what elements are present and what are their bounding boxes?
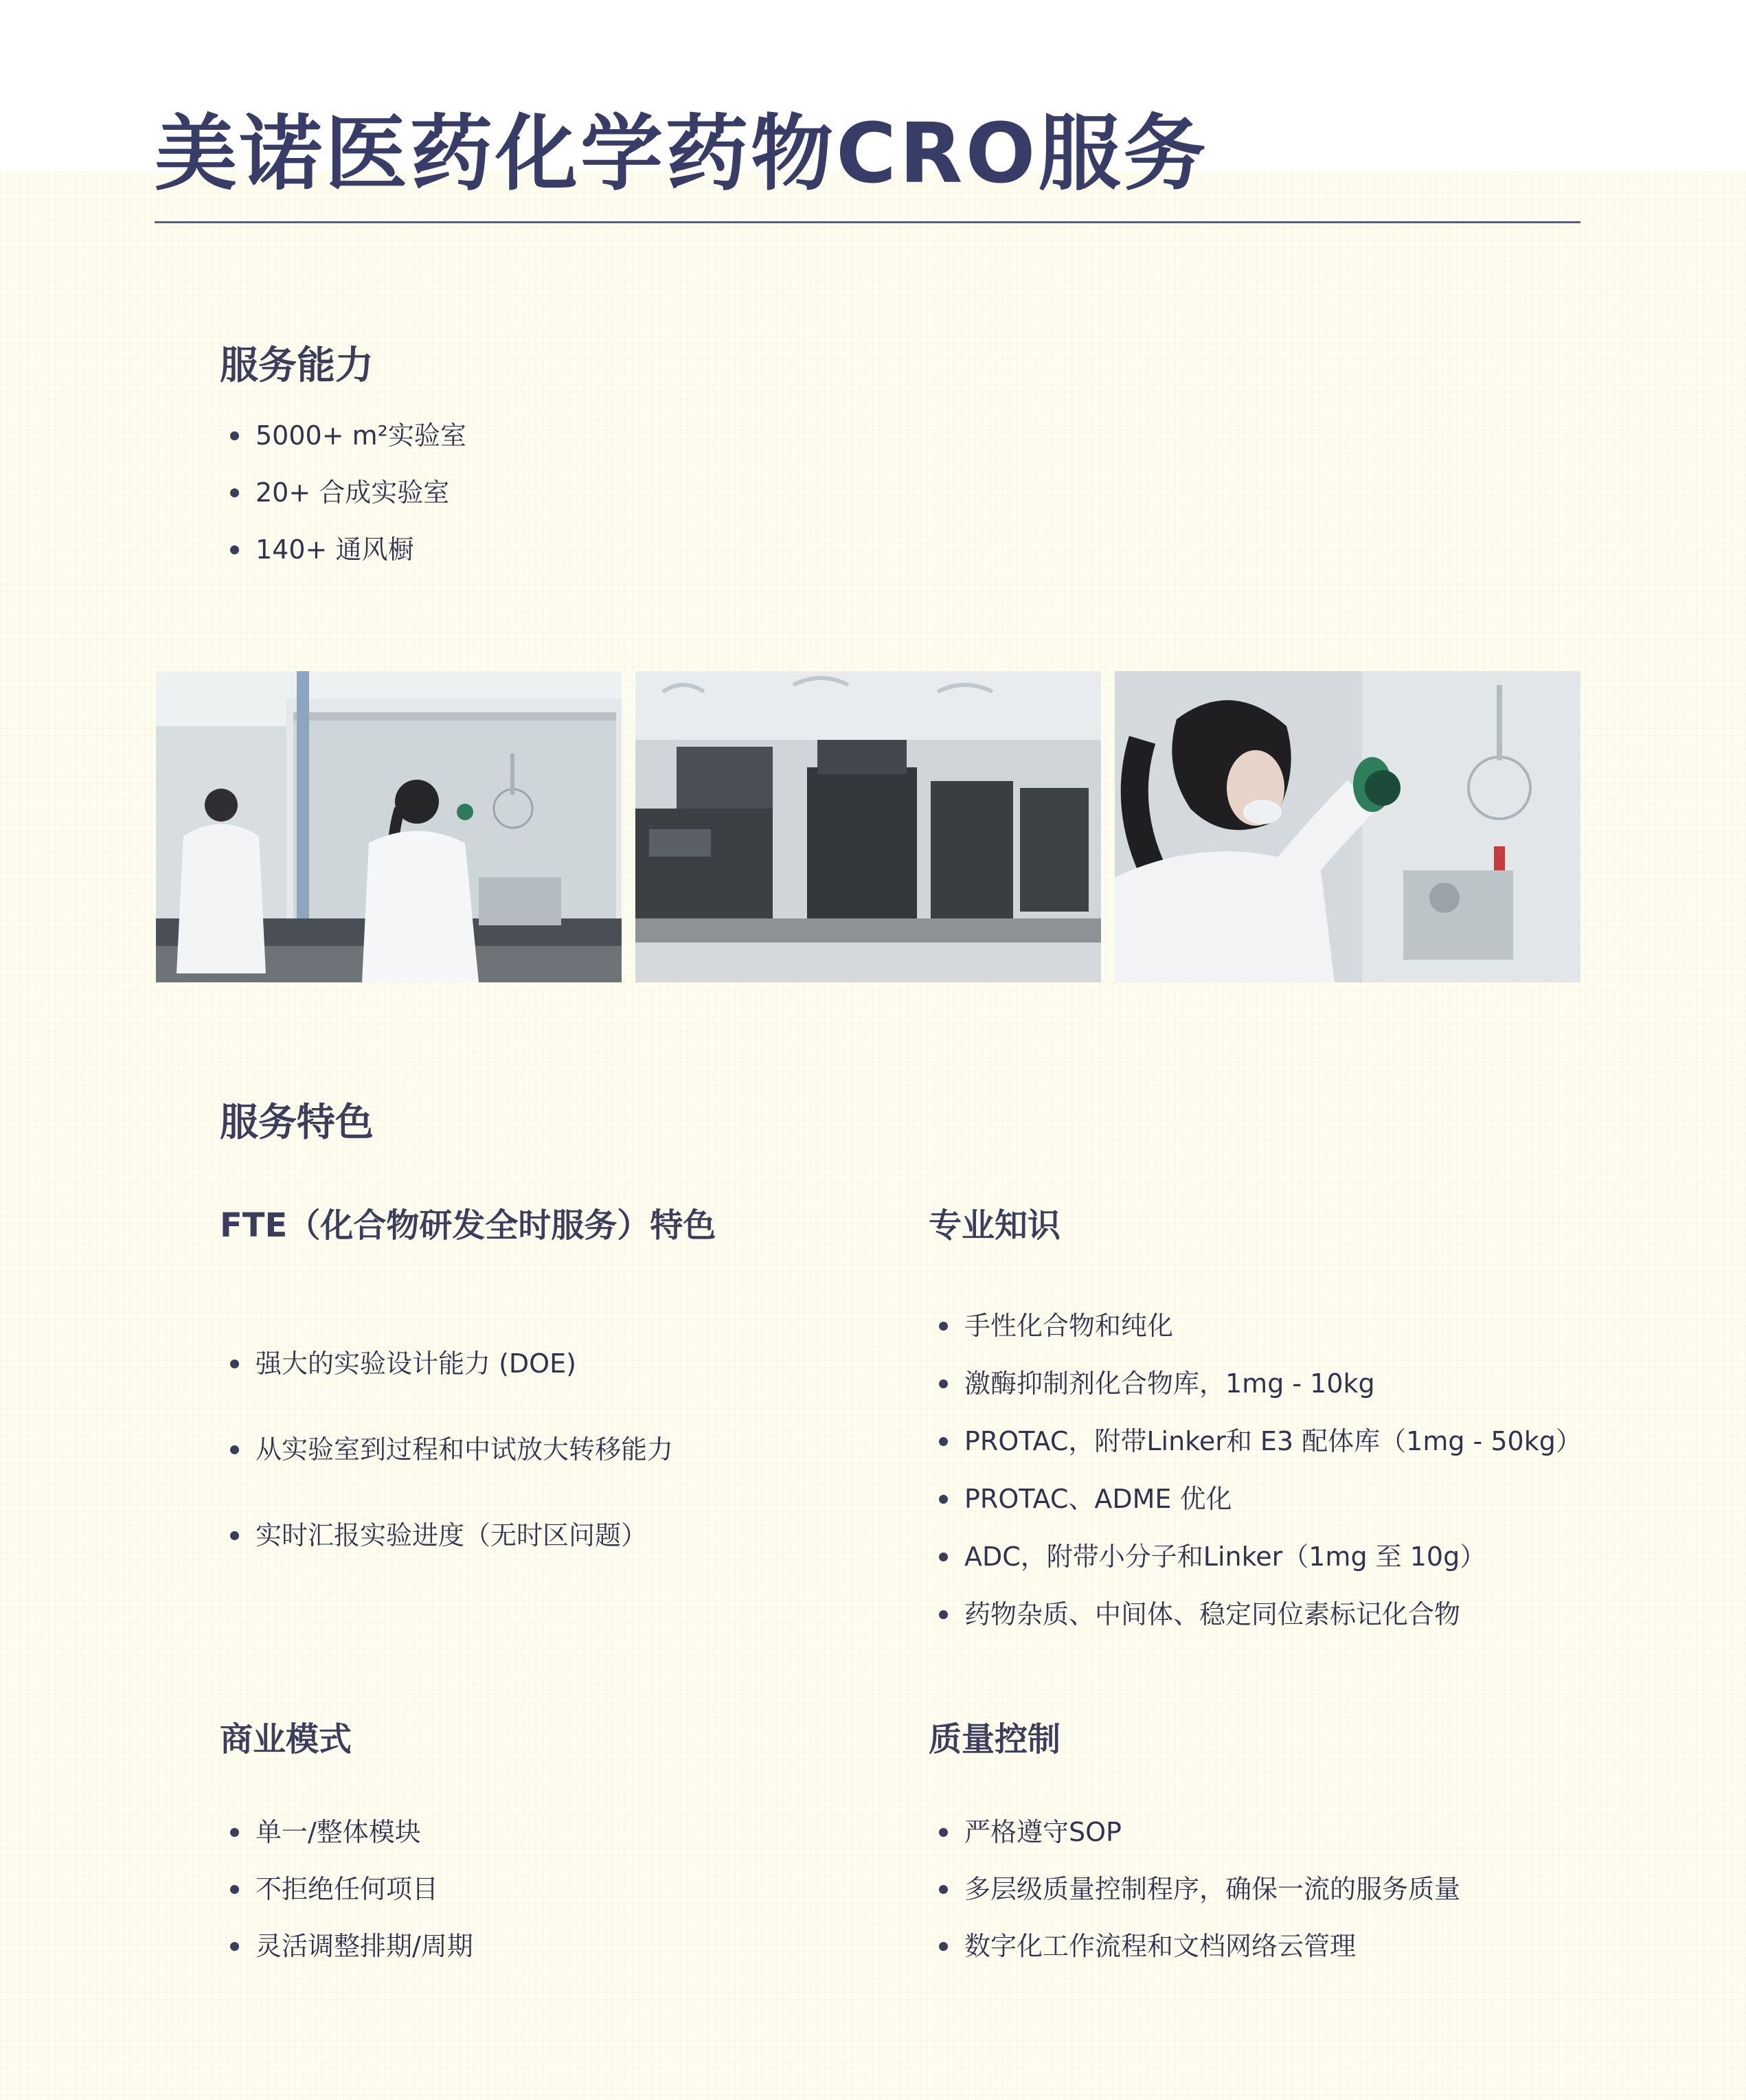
capability-item: 20+ 合成实验室 (227, 475, 466, 510)
expertise-item: 手性化合物和纯化 (936, 1309, 1582, 1343)
expertise-list (936, 1309, 1582, 1632)
lab-photo-instruments (635, 671, 1101, 982)
expertise-item: ADC，附带小分子和Linker（1mg 至 10g） (936, 1539, 1582, 1574)
fte-heading: FTE（化合物研发全时服务）特色 (220, 1206, 716, 1245)
capability-item: 140+ 通风橱 (227, 532, 466, 567)
lab-photo-fume-hood (156, 671, 622, 982)
expertise-heading: 专业知识 (929, 1206, 1061, 1245)
fte-list (227, 1346, 673, 1553)
fte-item: 强大的实验设计能力 (DOE) (227, 1346, 673, 1381)
features-heading: 服务特色 (220, 1100, 374, 1145)
capability-item: 5000+ m²实验室 (227, 418, 466, 453)
business-item: 不拒绝任何项目 (227, 1872, 473, 1906)
expertise-item: PROTAC、ADME 优化 (936, 1482, 1582, 1516)
capability-list (227, 418, 466, 567)
quality-heading: 质量控制 (929, 1720, 1061, 1759)
business-heading: 商业模式 (220, 1720, 352, 1759)
lab-photo-strip (156, 671, 1580, 982)
quality-list (936, 1815, 1460, 1963)
fte-item: 实时汇报实验进度（无时区问题） (227, 1518, 673, 1553)
expertise-item: PROTAC，附带Linker和 E3 配体库（1mg - 50kg） (936, 1424, 1582, 1458)
quality-item: 严格遵守SOP (936, 1815, 1460, 1849)
quality-item: 多层级质量控制程序，确保一流的服务质量 (936, 1872, 1460, 1906)
quality-item: 数字化工作流程和文档网络云管理 (936, 1929, 1460, 1963)
title-divider (155, 221, 1580, 223)
business-list (227, 1815, 473, 1963)
page-title: 美诺医药化学药物CRO服务 (155, 106, 1209, 202)
expertise-item: 药物杂质、中间体、稳定同位素标记化合物 (936, 1597, 1582, 1632)
lab-photo-researcher (1115, 671, 1580, 982)
expertise-item: 激酶抑制剂化合物库，1mg - 10kg (936, 1366, 1582, 1401)
business-item: 单一/整体模块 (227, 1815, 473, 1849)
business-item: 灵活调整排期/周期 (227, 1929, 473, 1963)
fte-item: 从实验室到过程和中试放大转移能力 (227, 1432, 673, 1467)
capability-heading: 服务能力 (220, 343, 374, 388)
